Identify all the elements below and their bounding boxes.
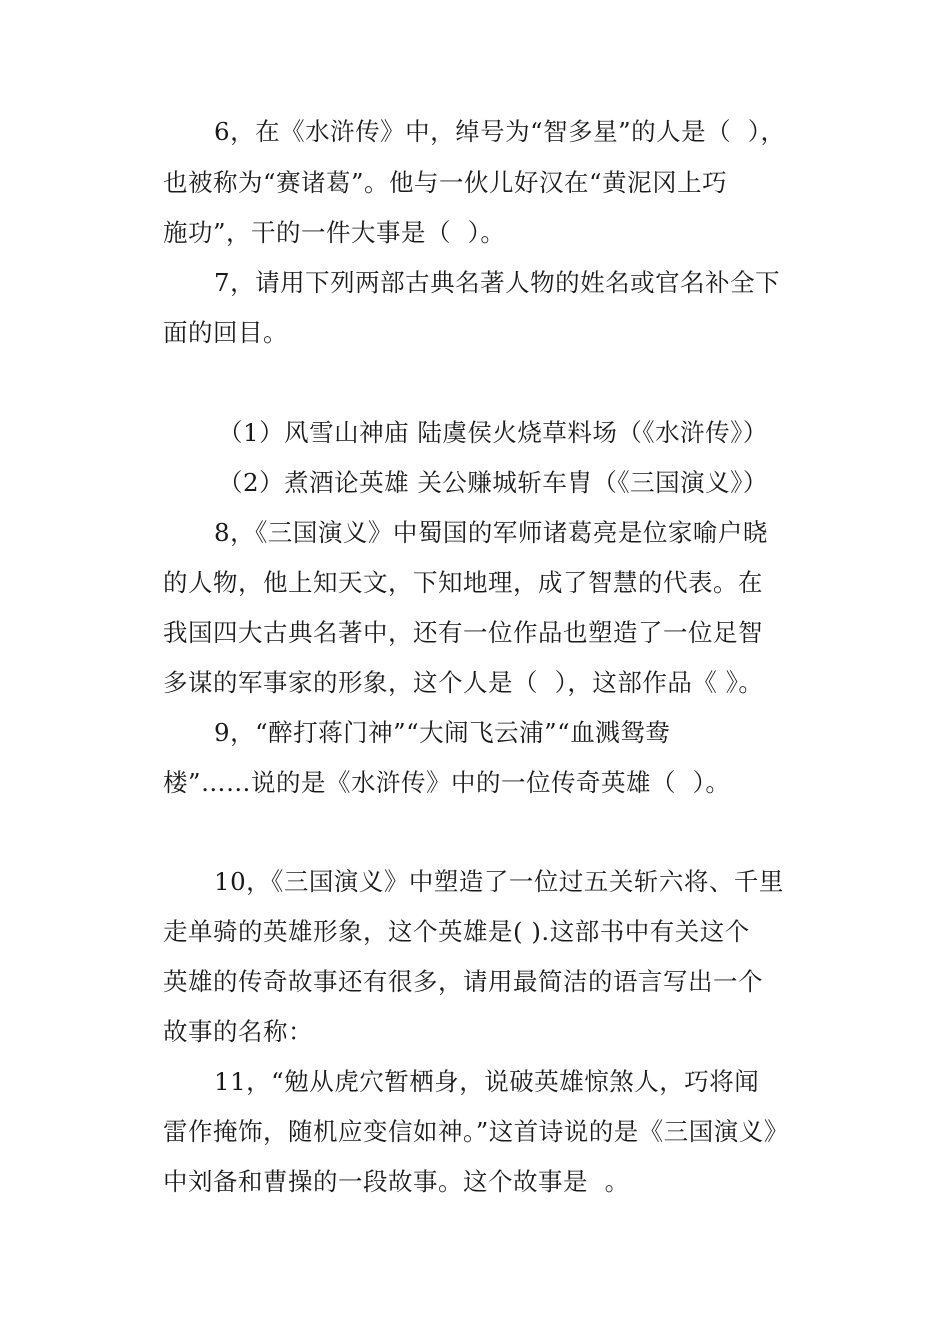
q10-line-2: 走单骑的英雄形象，这个英雄是( ).这部书中有关这个 [163,917,750,946]
q8-line-3: 我国四大古典名著中，还有一位作品也塑造了一位足智 [163,618,763,647]
q10-line-3: 英雄的传奇故事还有很多，请用最简洁的语言写出一个 [163,967,763,996]
q9-line-2: 楼”……说的是《水浒传》中的一位传奇英雄（ ）。 [163,768,731,797]
q11-line-2: 雷作掩饰，随机应变信如神。”这首诗说的是《三国演义》 [163,1117,789,1146]
q11-line-1: 11，“勉从虎穴暂栖身，说破英雄惊煞人，巧将闻 [214,1067,760,1096]
q8-line-1: 8，《三国演义》中蜀国的军师诸葛亮是位家喻户晓 [214,518,768,547]
q8-line-4: 多谋的军事家的形象，这个人是（ ），这部作品《 》。 [163,668,764,697]
q7-line-1: 7，请用下列两部古典名著人物的姓名或官名补全下 [214,268,781,297]
q10-line-4: 故事的名称： [163,1017,313,1046]
q7-item-1: （1）风雪山神庙 陆虞侯火烧草料场（《水浒传》） [218,418,768,447]
q10-line-1: 10，《三国演义》中塑造了一位过五关斩六将、千里 [214,867,784,896]
q9-line-1: 9，“醉打蒋门神”“大闹飞云浦”“血溅鸳鸯 [214,718,671,747]
q8-line-2: 的人物，他上知天文，下知地理，成了智慧的代表。在 [163,568,763,597]
q6-line-1: 6，在《水浒传》中，绰号为“智多星”的人是（ ）， [214,117,786,146]
q11-line-3: 中刘备和曹操的一段故事。这个故事是 。 [163,1167,630,1196]
q7-item-2: （2）煮酒论英雄 关公赚城斩车胄（《三国演义》） [218,468,768,497]
q6-line-3: 施功”，干的一件大事是（ ）。 [163,218,506,247]
q6-line-2: 也被称为“赛诸葛”。他与一伙儿好汉在“黄泥冈上巧 [163,168,728,197]
q7-line-2: 面的回目。 [163,318,288,347]
